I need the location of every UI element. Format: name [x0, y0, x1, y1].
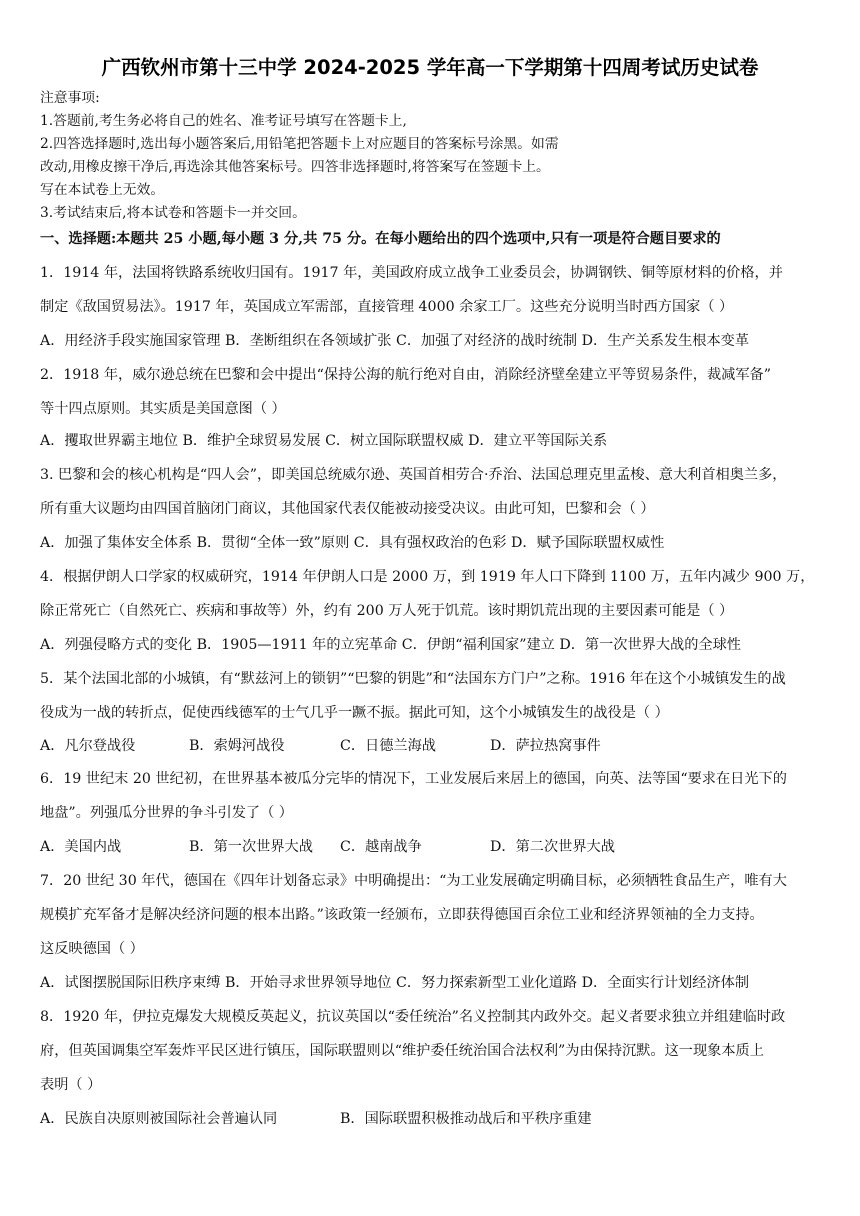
question-7-stem: 这反映德国（ ） [40, 941, 144, 957]
page-title: 广西钦州市第十三中学 2024-2025 学年高一下学期第十四周考试历史试卷 [101, 56, 759, 79]
note-line: 2.四答选择题时,选出每小题答案后,用铅笔把答题卡上对应题目的答案标号涂黑。如需 [40, 136, 559, 152]
section-heading: 一、选择题:本题共 25 小题,每小题 3 分,共 75 分。在每小题给出的四个选项中,只有一项是符合题目要求的 [40, 231, 721, 247]
question-4-stem: 4．根据伊朗人口学家的权威研究，1914 年伊朗人口是 2000 万，到 1919 年人口下降到 1100 万，五年内减少 900 万， [40, 569, 815, 585]
option-a: A．民族自决原则被国际社会普遍认同 [40, 1111, 278, 1127]
option-d: D．萨拉热窝事件 [490, 738, 601, 754]
note-line: 写在本试卷上无效。 [40, 182, 165, 198]
question-8-stem: 8．1920 年，伊拉克爆发大规模反英起义，抗议英国以“委任统治”名义控制其内政外交。起义者要求独立并组建临时政 [40, 1009, 786, 1025]
note-line: 3.考试结束后,将本试卷和答题卡一并交回。 [40, 205, 306, 221]
question-7-stem: 7．20 世纪 30 年代，德国在《四年计划备忘录》中明确提出：“为工业发展确定明确目标，必须牺牲食品生产，唯有大 [40, 873, 787, 889]
question-6-stem: 6．19 世纪末 20 世纪初，在世界基本被瓜分完毕的情况下，工业发展后来居上的德国，向英、法等国“要求在日光下的 [40, 771, 787, 787]
question-3-stem: 3. 巴黎和会的核心机构是“四人会”，即美国总统威尔逊、英国首相劳合·乔治、法国总理克里孟梭、意大利首相奥兰多， [40, 467, 787, 483]
option-a: A．凡尔登战役 [40, 738, 136, 754]
question-2-stem: 等十四点原则。其实质是美国意图（ ） [40, 401, 286, 417]
question-7-options: A．试图摆脱国际旧秩序束缚 B．开始寻求世界领导地位 C．努力探索新型工业化道路 D．全面实行计划经济体制 [40, 975, 750, 991]
question-1-stem: 1．1914 年，法国将铁路系统收归国有。1917 年，美国政府成立战争工业委员会，协调钢铁、铜等原材料的价格，并 [40, 265, 783, 281]
notes-heading: 注意事项: [40, 90, 100, 106]
option-d: D．第二次世界大战 [490, 839, 615, 855]
option-b: B．第一次世界大战 [189, 839, 313, 855]
option-c: C．日德兰海战 [340, 738, 436, 754]
question-4-stem: 除正常死亡（自然死亡、疾病和事故等）外，约有 200 万人死于饥荒。该时期饥荒出现的主要因素可能是（ ） [40, 603, 734, 619]
question-5-stem: 役成为一战的转折点，促使西线德军的士气几乎一蹶不振。据此可知，这个小城镇发生的战役是（ ） [40, 705, 669, 721]
question-7-stem: 规模扩充军备才是解决经济问题的根本出路。”该政策一经颁布，立即获得德国百余位工业和经济界领袖的全力支持。 [40, 907, 764, 923]
question-1-options: A．用经济手段实施国家管理 B．垄断组织在各领域扩张 C．加强了对经济的战时统制 D．生产关系发生根本变革 [40, 333, 750, 349]
question-4-options: A．列强侵略方式的变化 B．1905—1911 年的立宪革命 C．伊朗“福利国家”建立 D．第一次世界大战的全球性 [40, 637, 741, 653]
question-3-options: A．加强了集体安全体系 B．贯彻“全体一致”原则 C．具有强权政治的色彩 D．赋予国际联盟权威性 [40, 535, 665, 551]
option-b: B．国际联盟积极推动战后和平秩序重建 [340, 1111, 592, 1127]
question-5-stem: 5．某个法国北部的小城镇，有“默兹河上的锁钥”“巴黎的钥匙”和“法国东方门户”之称。1916 年在这个小城镇发生的战 [40, 671, 786, 687]
question-1-stem: 制定《敌国贸易法》。1917 年，英国成立军需部，直接管理 4000 余家工厂。这些充分说明当时西方国家（ ） [40, 299, 734, 315]
question-6-stem: 地盘”。列强瓜分世界的争斗引发了（ ） [40, 805, 293, 821]
note-line: 改动,用橡皮擦干净后,再选涂其他答案标号。四答非选择题时,将答案写在签题卡上。 [40, 159, 550, 175]
question-2-stem: 2．1918 年，威尔逊总统在巴黎和会中提出“保持公海的航行绝对自由，消除经济壁垒建立平等贸易条件，裁减军备” [40, 367, 771, 383]
note-line: 1.答题前,考生务必将自己的姓名、准考证号填写在答题卡上, [40, 113, 407, 129]
question-8-stem: 表明（ ） [40, 1077, 102, 1093]
question-2-options: A．攫取世界霸主地位 B．维护全球贸易发展 C．树立国际联盟权威 D．建立平等国际关系 [40, 433, 608, 449]
option-b: B．索姆河战役 [189, 738, 285, 754]
question-3-stem: 所有重大议题均由四国首脑闭门商议，其他国家代表仅能被动接受决议。由此可知，巴黎和会（ ） [40, 501, 655, 517]
option-a: A．美国内战 [40, 839, 122, 855]
option-c: C．越南战争 [340, 839, 422, 855]
question-8-stem: 府，但英国调集空军轰炸平民区进行镇压，国际联盟则以“维护委任统治国合法权利”为由保持沉默。这一现象本质上 [40, 1043, 764, 1059]
